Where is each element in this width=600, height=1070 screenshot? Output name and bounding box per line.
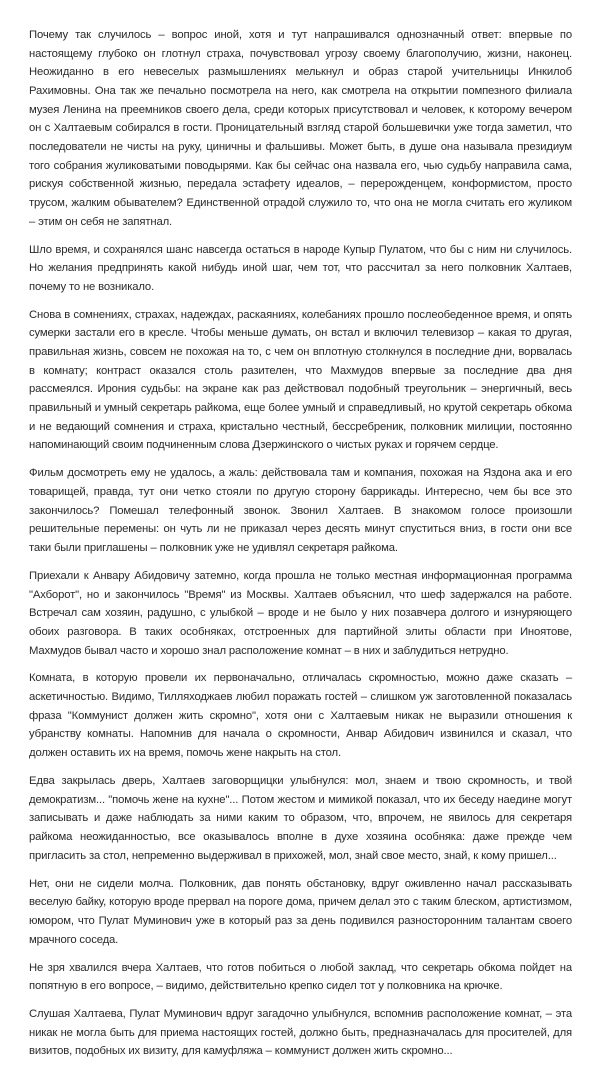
paragraph: Едва закрылась дверь, Халтаев заговорщицки улыбнулся: мол, знаем и твою скромность, и твой демократизм... "помочь жене на кухне"... Потом жестом и мимикой показал, что их беседу наедине могут записывать и даже наблюдать за ними каким то образом, что, впрочем, не явилось для секретаря райкома неожиданностью, все оказывалось вполне в духе хозяина особняка: даже прежде чем пригласить за стол, непременно выдерживал в прихожей, мол, знай свое место, знай, к кому пришел... (29, 775, 572, 862)
paragraph: Приехали к Анвару Абидовичу затемно, когда прошла не только местная информационная программа "Ахборот", но и закончилось "Время" из Москвы. Халтаев объяснил, что шеф задержался на работе. Встречал сам хозяин, радушно, с улыбкой – вроде и не было у них позавчера долгого и изнуряющего обоих разговора. В таких особняках, отстроенных для партийной элиты области при Иноятове, Махмудов бывал часто и хорошо знал расположение комнат – в них и заблудиться нетрудно. (29, 569, 572, 657)
paragraph: Снова в сомнениях, страхах, надеждах, раскаяниях, колебаниях прошло послеобеденное время, и опять сумерки застали его в кресле. Чтобы меньше думать, он встал и включил телевизор – какая то другая, правильная жизнь, совсем не похожая на то, с чем он вплотную столкнулся в последние дни, ворвалась в комнату; контраст оказался столь разителен, что Махмудов впервые за последние два дня рассмеялся. Ирония судьбы: на экране как раз действовал подобный треугольник – энергичный, весь правильный и умный секретарь райкома, еще более умный и справедливый, но крутой секретарь обкома и не ведающий сомнения и страха, кристально честный, бессребреник, полковник милиции, постоянно напоминающий своим подчиненным слова Дзержинского о чистых руках и горячем сердце. (29, 308, 572, 452)
paragraph: Фильм досмотреть ему не удалось, а жаль: действовала там и компания, похожая на Яздона ака и его товарищей, правда, тут они четко стояли по другую сторону баррикады. Интересно, чем бы все это закончилось? Помешал телефонный звонок. Звонил Халтаев. В знакомом голосе произошли решительные перемены: он чуть ли не приказал через десять минут спуститься вниз, в гости они все таки были приглашены – полковник уже не удивлял секретаря райкома. (29, 467, 572, 554)
paragraph: Комната, в которую провели их первоначально, отличалась скромностью, можно даже сказать – аскетичностью. Видимо, Тилляходжаев любил поражать гостей – слишком уж заготовленной показалась фраза "Коммунист должен жить скромно", хотя они с Халтаевым никак не выразили отношения к убранству комнаты. Напомнив для начала о скромности, Анвар Абидович извинился и сказал, что должен оставить их на время, помочь жене накрыть на стол. (29, 672, 572, 760)
document-page (29, 26, 572, 1070)
paragraph: Почему так случилось – вопрос иной, хотя и тут напрашивался однозначный ответ: впервые по настоящему глубоко он глотнул страха, почувствовал угрозу своему благополучию, жизни, наконец. Неожиданно в его невеселых размышлениях мелькнул и образ старой учительницы Инкилоб Рахимовны. Она так же печально посмотрела на него, как смотрела на открытии помпезного филиала музея Ленина на преемников своего дела, среди которых присутствовал и человек, к которому вечером он с Халтаевым собирался в гости. Проницательный взгляд старой большевички уже тогда заметил, что последователи не чисты на руку, циничны и фальшивы. Может быть, в душе она называла президиум того собрания жуликоватыми поводырями. Как бы сейчас она назвала его, чью судьбу направила сама, рискуя собственной жизнью, передала эстафету идеалов, – перерожденцем, конформистом, просто трусом, жалким обывателем? Единственной отрадой служило то, что она не могла считать его жуликом – этим он себя не запятнал. (29, 29, 572, 228)
paragraph: Не зря хвалился вчера Халтаев, что готов побиться о любой заклад, что секретарь обкома пойдет на попятную в его вопросе, – видимо, действительно крепко сидел тот у полковника на крючке. (29, 961, 572, 993)
paragraph: Слушая Халтаева, Пулат Муминович вдруг загадочно улыбнулся, вспомнив расположение комнат, – эта никак не могла быть для приема настоящих гостей, должно быть, предназначалась для просителей, для визитов, подобных их визиту, для камуфляжа – коммунист должен жить скромно... (29, 1008, 572, 1058)
paragraph: Шло время, и сохранялся шанс навсегда остаться в народе Купыр Пулатом, что бы с ним ни случилось. Но желания предпринять какой нибудь иной шаг, чем тот, что рассчитал за него полковник Халтаев, почему то не возникало. (29, 243, 572, 293)
paragraph: Нет, они не сидели молча. Полковник, дав понять обстановку, вдруг оживленно начал рассказывать веселую байку, которую вроде прервал на пороге дома, причем делал это с таким блеском, артистизмом, юмором, что Пулат Муминович уже в который раз за день подивился разносторонним талантам своего мрачного соседа. (29, 877, 572, 946)
